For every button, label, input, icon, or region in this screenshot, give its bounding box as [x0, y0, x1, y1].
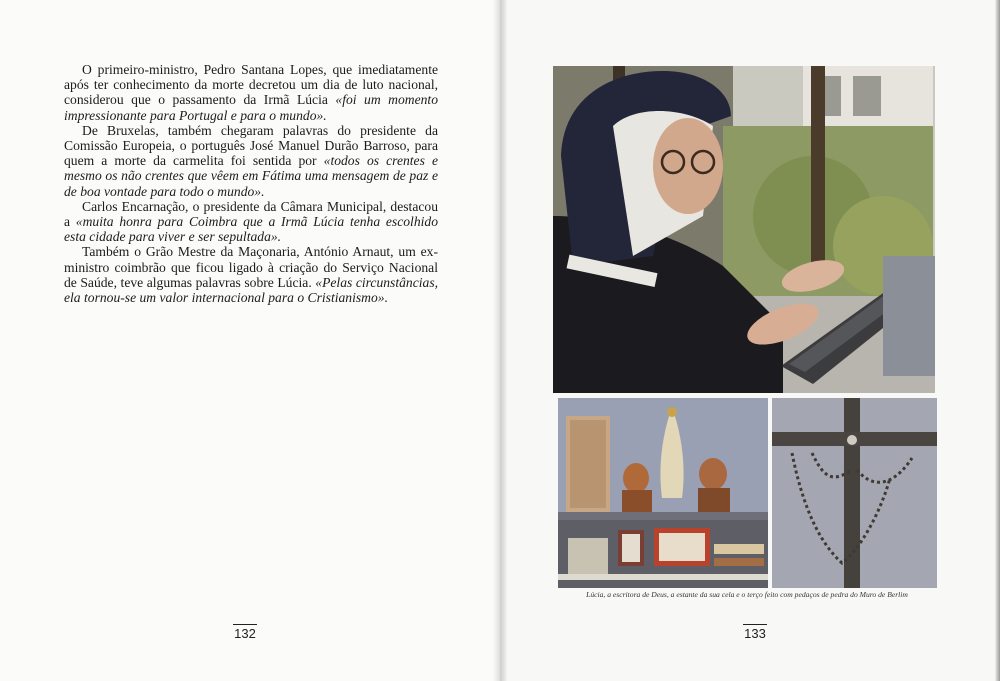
- photo-rosary-cross: [772, 398, 937, 588]
- left-page: [0, 0, 498, 681]
- paragraph-text: De Bruxelas, também chegaram palavras do presidente da Comissão Europeia, o português José Manuel Durão Barroso, para quem a morte da carmelita foi sentida por: [64, 122, 438, 169]
- paragraph: [64, 244, 438, 305]
- paragraph-text: Carlos Encarnação, o presidente da Câmara Municipal, destacou a: [64, 198, 438, 230]
- paragraph: [64, 62, 438, 123]
- paragraph-text: O primeiro-ministro, Pedro Santana Lopes, que imediatamente após ter conhecimento da morte decretou um dia de luto nacional, considerou que o passamento da Irmã Lúcia: [64, 62, 438, 108]
- quote-text: «todos os crentes e mesmo os não crentes que vêem em Fátima uma mensagem de paz e de boa vontade para todo o mundo».: [64, 153, 438, 199]
- body-text: [64, 62, 438, 305]
- quote-text: «Pelas circunstâncias, ela tornou-se um valor internacional para o Cristianismo».: [64, 274, 439, 306]
- photo-nun-typing: [553, 66, 935, 393]
- quote-text: «muita honra para Coimbra que a Irmã Lúcia tenha escolhido esta cidade para viver e ser sepultada».: [64, 214, 438, 245]
- paragraph: [64, 199, 438, 245]
- book-gutter: [493, 0, 507, 681]
- page-edge: [995, 0, 1000, 681]
- quote-text: «foi um momento impressionante para Portugal e para o mundo».: [64, 92, 438, 123]
- page-number-right: 133: [744, 626, 766, 641]
- photo-caption: Lúcia, a escritora de Deus, a estante da sua cela e o terço feito com pedaços de pedra do Muro de Berlim: [586, 590, 908, 599]
- paragraph: [64, 123, 438, 199]
- paragraph-text: Também o Grão Mestre da Maçonaria, António Arnaut, um ex-ministro coimbrão que ficou ligado à criação do Serviço Nacional de Saúde, teve algumas palavras sobre Lúcia.: [64, 244, 438, 290]
- photo-bookshelf: [558, 398, 768, 588]
- page-number-left: 132: [234, 626, 256, 641]
